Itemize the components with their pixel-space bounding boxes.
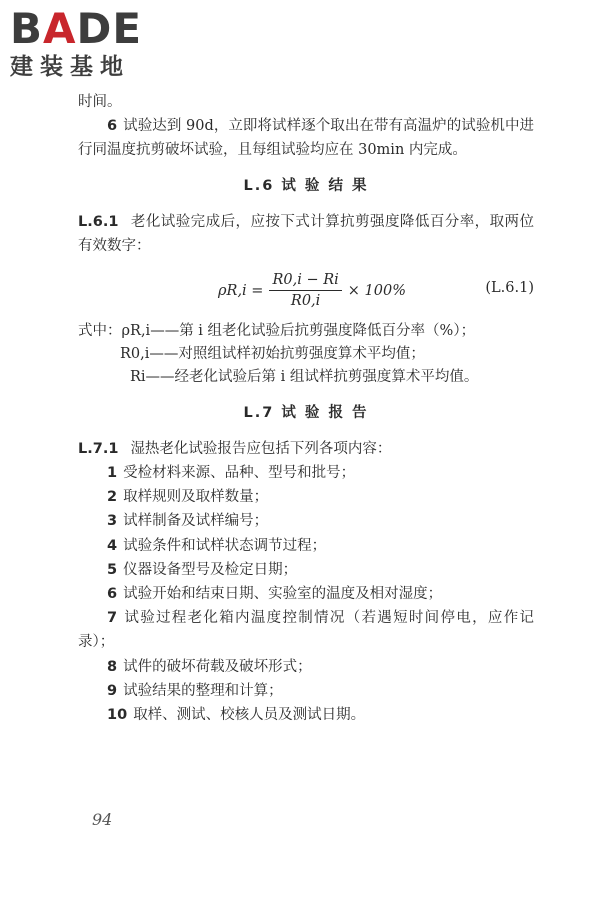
formula-fraction bbox=[269, 270, 341, 311]
list-item: 3 试样制备及试样编号； bbox=[107, 513, 269, 530]
list-item: 2 取样规则及取样数量； bbox=[107, 489, 269, 506]
formula-numerator: R0,i − Ri bbox=[269, 270, 341, 291]
logo-wordmark: BADE bbox=[10, 4, 143, 53]
list-item: 5 仪器设备型号及检定日期； bbox=[107, 561, 298, 578]
text-line: 时间。 bbox=[78, 94, 122, 110]
test-item-6: 6 试验达到 90d，立即将试样逐个取出在带有高温炉的试验机中进行同温度抗剪破坏试验，且每组试验均应在 30min 内完成。 bbox=[78, 118, 534, 158]
page-number: 94 bbox=[92, 810, 113, 829]
formula-rhs: × 100% bbox=[347, 282, 406, 299]
symbol-definitions bbox=[78, 320, 534, 389]
equation-number: (L.6.1) bbox=[485, 280, 534, 296]
list-item: 7 试验过程老化箱内温度控制情况（若遇短时间停电，应作记录）； bbox=[78, 610, 534, 651]
list-item: 6 试验开始和结束日期、实验室的温度及相对湿度； bbox=[107, 586, 443, 603]
definition-line: R0,i——对照组试样初始抗剪强度算术平均值； bbox=[120, 346, 425, 362]
formula-denominator: R0,i bbox=[290, 293, 321, 309]
formula-lhs: ρR,i = bbox=[218, 282, 264, 299]
document-page bbox=[78, 90, 534, 727]
list-item: 4 试验条件和试样状态调节过程； bbox=[107, 537, 327, 554]
bade-logo bbox=[10, 6, 180, 82]
definition-line: Ri——经老化试验后第 i 组试样抗剪强度算术平均值。 bbox=[130, 369, 479, 385]
list-item: 9 试验结果的整理和计算； bbox=[107, 682, 283, 699]
definition-line: 式中：ρR,i——第 i 组老化试验后抗剪强度降低百分率（%）； bbox=[78, 323, 476, 339]
clause-l71: L.7.1 湿热老化试验报告应包括下列各项内容： bbox=[78, 441, 392, 457]
list-item: 10 取样、测试、校核人员及测试日期。 bbox=[107, 707, 366, 724]
logo-chinese: 建装基地 bbox=[10, 54, 130, 80]
section-heading-l7: L.7 试 验 报 告 bbox=[243, 405, 369, 421]
report-items-list bbox=[78, 461, 534, 727]
formula-l61 bbox=[78, 262, 534, 318]
list-item: 8 试件的破坏荷载及破坏形式； bbox=[107, 658, 312, 675]
list-item: 1 受检材料来源、品种、型号和批号； bbox=[107, 465, 356, 481]
clause-l61: L.6.1 老化试验完成后，应按下式计算抗剪强度降低百分率，取两位有效数字： bbox=[78, 214, 534, 254]
section-heading-l6: L.6 试 验 结 果 bbox=[243, 178, 369, 194]
